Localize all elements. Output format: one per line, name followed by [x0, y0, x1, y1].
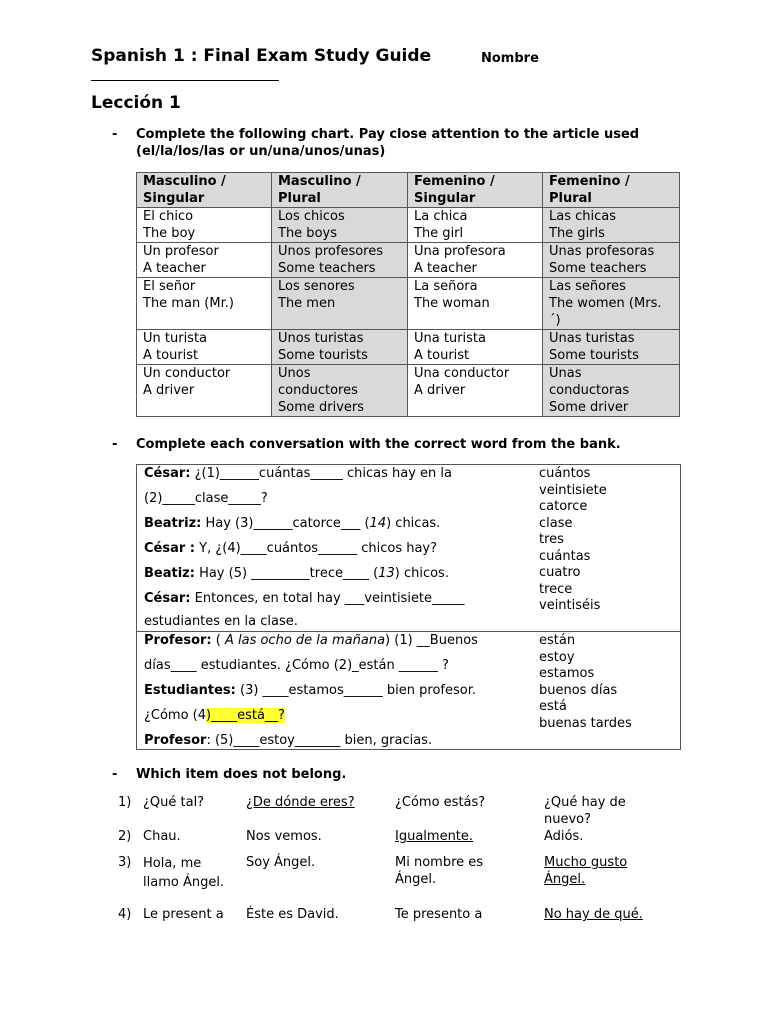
chart-cell: Una conductor A driver [408, 365, 543, 417]
nombre-label: Nombre [481, 51, 539, 66]
conv1-line-2: (2)_____clase_____? [144, 491, 268, 506]
instruction-odd-one-out: Which item does not belong. [136, 767, 347, 782]
page-title: Spanish 1 : Final Exam Study Guide [91, 46, 432, 66]
word-bank-1: cuántos veintisiete catorce clase tres cuántas cuatro trece veintiséis [539, 466, 607, 613]
chart-cell: Las chicas The girls [543, 208, 680, 243]
conversation-1 [137, 465, 680, 632]
instruction-chart: Complete the following chart. Pay close attention to the article used (el/la/los/las or un/una/unos/unas) [136, 127, 640, 159]
bullet-3: - [112, 767, 118, 782]
header-fem-plural: Femenino / Plural [543, 173, 680, 208]
chart-cell: Unos turistas Some tourists [272, 330, 408, 365]
bullet-2: - [112, 437, 118, 452]
conv1-line-4: César : Y, ¿(4)____cuántos______ chicos hay? [144, 541, 438, 556]
instruction-conversation: Complete each conversation with the correct word from the bank. [136, 437, 621, 452]
chart-row [137, 243, 680, 278]
header-masc-plural: Masculino / Plural [272, 173, 408, 208]
chart-cell: Un conductor A driver [137, 365, 272, 417]
chart-cell: Los chicos The boys [272, 208, 408, 243]
chart-cell: Unos conductores Some drivers [272, 365, 408, 417]
bullet-1: - [112, 127, 118, 142]
chart-cell: Unas profesoras Some teachers [543, 243, 680, 278]
conv2-line-1: Profesor: ( A las ocho de la mañana) (1) __Buenos [144, 633, 478, 648]
word-bank-2: están estoy estamos buenos días está buenas tardes [539, 633, 632, 731]
header-masc-sing: Masculino / Singular [137, 173, 272, 208]
conv2-line-2: días____ estudiantes. ¿Cómo (2)_están ______ ? [144, 658, 449, 673]
conv1-line-1: César: ¿(1)______cuántas_____ chicas hay en la [144, 466, 452, 481]
conversation-box [136, 464, 681, 750]
highlighted-answer: )____está__? [206, 708, 285, 723]
conv2-line-4: ¿Cómo (4)____está__? [144, 708, 285, 723]
conv1-line-3: Beatriz: Hay (3)______catorce___ (14) chicas. [144, 516, 441, 531]
study-guide-page: Spanish 1 : Final Exam Study Guide Nombre Lección 1 - Complete the following chart. Pay close attention to the article used (el/la/los/las or un/una/unos/unas) Masculino / Singular Masculino / Plural Femenino / Singular Femenino / Plural El chico The boy Los chicos The boys La chica The girl Las chicas The girls Un profesor A teacher Unos profesores Some teachers Una profesora A teacher Unas profesoras Some teachers El señor The man (Mr.) Los senores The men La señora The woman Las señores The women (Mrs. ´) Un turista A tourist Unos turistas Some tourists Una turista A tourist Unas turistas Some tourists Un conductor A driver Unos conductores Some drivers Una conductor A driver Unas conductoras Some driver - Complete each conversation with the correct word from the bank. César: ¿(1)______cuántas_____ chicas hay en la (2)_____clase_____? Beatriz: Hay (3)______catorce___ (14) chicas. César : Y, ¿(4)____cuántos______ chicos hay? Beatiz: Hay (5) _________trece____ (13) chicos. César: Entonces, en total hay ___veintisiete_____ estudiantes en la clase. cuántos veintisiete catorce clase tres cuántas cuatro trece veintiséis Profesor: ( A las ocho de la mañana) (1) __Buenos días____ estudiantes. ¿Cómo (2)_están ______ ? Estudiantes: (3) ____estamos______ bien profesor. ¿Cómo (4)____está__? Profesor: (5)____estoy_______ bien, gracias. están estoy estamos buenos días está buenas tardes - Which item does not belong. 1) ¿Qué tal? ¿De dónde eres? ¿Cómo estás? ¿Qué hay de nuevo? 2) Chau. Nos vemos. Igualmente. Adiós. 3) Hola, me llamo Ángel. Soy Ángel. Mi nombre es Ángel. Mucho gusto Ángel. 4) Le present a Éste es David. Te presento a No hay de qué. [0, 0, 770, 1024]
lesson-heading: Lección 1 [91, 93, 181, 113]
conv1-line-7: estudiantes en la clase. [144, 614, 298, 629]
article-chart [136, 172, 680, 417]
chart-row [137, 208, 680, 243]
chart-cell: Unos profesores Some teachers [272, 243, 408, 278]
chart-cell: La chica The girl [408, 208, 543, 243]
chart-cell: Un profesor A teacher [137, 243, 272, 278]
chart-row [137, 278, 680, 330]
chart-cell: El chico The boy [137, 208, 272, 243]
chart-cell: El señor The man (Mr.) [137, 278, 272, 330]
conv2-line-3: Estudiantes: (3) ____estamos______ bien profesor. [144, 683, 476, 698]
conv1-line-5: Beatiz: Hay (5) _________trece____ (13) chicos. [144, 566, 449, 581]
chart-row [137, 365, 680, 417]
conv1-line-6: César: Entonces, en total hay ___veintisiete_____ [144, 591, 465, 606]
chart-cell: Un turista A tourist [137, 330, 272, 365]
chart-row [137, 330, 680, 365]
chart-cell: Una profesora A teacher [408, 243, 543, 278]
chart-cell: La señora The woman [408, 278, 543, 330]
header-fem-sing: Femenino / Singular [408, 173, 543, 208]
chart-header-row [137, 173, 680, 208]
chart-cell: Unas conductoras Some driver [543, 365, 680, 417]
chart-cell: Las señores The women (Mrs. ´) [543, 278, 680, 330]
chart-cell: Los senores The men [272, 278, 408, 330]
chart-cell: Unas turistas Some tourists [543, 330, 680, 365]
chart-cell: Una turista A tourist [408, 330, 543, 365]
name-blank-line [91, 80, 279, 81]
conv2-line-5: Profesor: (5)____estoy_______ bien, gracias. [144, 733, 433, 748]
conversation-2 [137, 632, 680, 749]
